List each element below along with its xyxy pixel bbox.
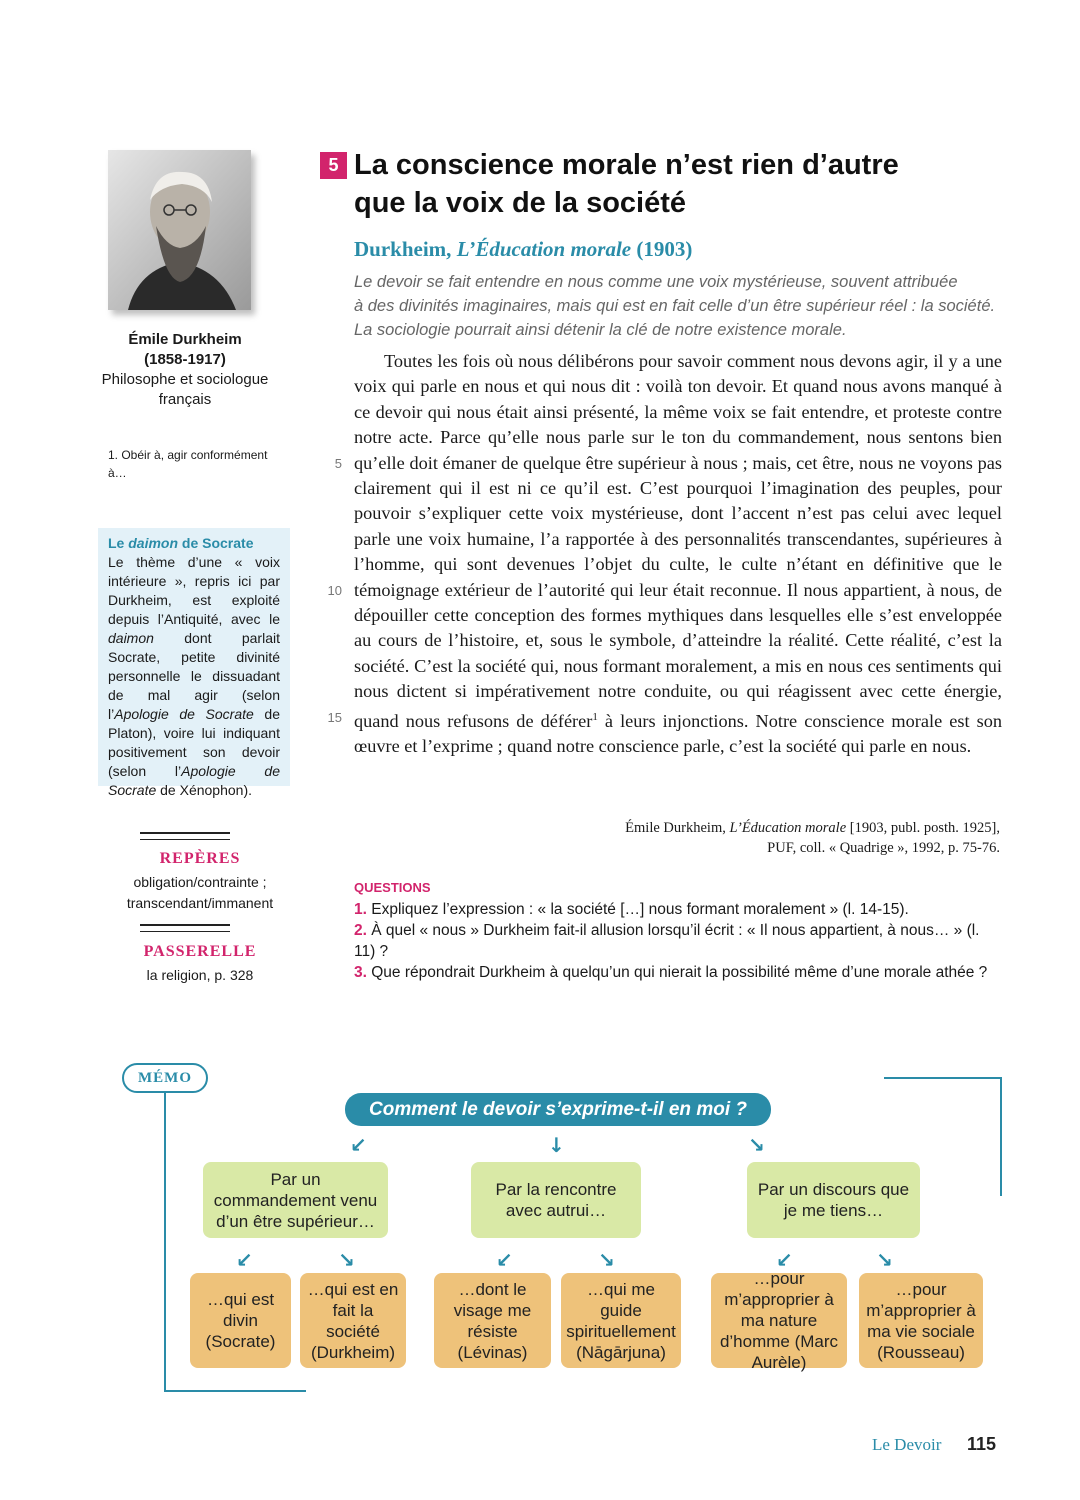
page-title: La conscience morale n’est rien d’autre que la voix de la société [354,149,899,219]
leaf-nagarjuna: …qui me guide spirituellement (Nāgārjuna) [561,1273,681,1368]
portrait-illustration [108,150,251,310]
arrow-down-left-icon: ↙ [776,1248,793,1272]
leaf-marc-aurele: …pour m’approprier à ma nature d’homme (Marc Aurèle) [711,1273,847,1368]
line-number: 5 [334,456,342,471]
memo-frame-bottom [164,1390,306,1392]
divider [140,832,230,840]
line-number: 10 [327,583,342,598]
line-number: 15 [327,710,342,725]
arrow-down-right-icon: ↘ [338,1248,355,1272]
main-text: Toutes les fois où nous délibérons pour savoir comment nous devons agir, il y a une voix qui parle en nous et qui nous dit : voilà ton devoir. Et quand nous avons manqué à ce devoir qui nous était ainsi présenté, la même voix se fait entendre, et proteste contre notre acte. Parce qu’elle nous parle sur le ton du commandement, nous sentons bien qu’elle doit émaner de quelque être supérieur à nous ; mais, cet être, nous ne voyons pas clairement qui il est ni ce qu’il est. C’est pourquoi l’imagination des peuples, pour pouvoir s’expliquer cette voix mystérieuse, dont l’accent n’est pas celui avec lequel parle une voix humaine, l’a rapportée à des personnalités transcendantes, supérieures à l’homme, qui sont devenues l’objet du culte, le culte n’étant en définitive que le témoignage extérieur de l’autorité qui leur était reconnue. Il nous appartient, à nous, de dépouiller cette conception des formes mythiques dans lesquelles elle s’est enveloppée au cours de l’histoire, et, sous le symbole, d’atteindre la réalité. Cette réalité, c’est la société. C’est la société qui, nous formant moralement, a mis en nous ces sentiments qui nous dictent si impérativement notre conduite, ou qui réagissent avec cette énergie, quand nous refusons de déférer$^1$ à leurs injonctions. Notre conscience morale est son œuvre et l’exprime ; quand notre conscience parle, c’est la société qui parle en nous. [354,351,1002,757]
reperes-text: obligation/contrainte ; transcendant/immanent [126,874,274,911]
divider [140,924,230,932]
leaf-durkheim: …qui est en fait la société (Durkheim) [300,1273,406,1368]
leaf-socrate: …qui est divin (Socrate) [190,1273,291,1368]
author-name: Émile Durkheim [128,331,242,348]
arrow-down-left-icon: ↙ [236,1248,253,1272]
questions-title: QUESTIONS [354,880,431,895]
memo-frame-top [884,1077,1002,1079]
arrow-down-right-icon: ↘ [876,1248,893,1272]
memo-frame-right [1000,1077,1002,1196]
author-role: Philosophe et sociologue français [101,371,269,408]
introduction: Le devoir se fait entendre en nous comme une voix mystérieuse, souvent attribuée à des divinités imaginaires, mais qui est en fait celle d’un être supérieur réel : la société. La sociologie pourrait ainsi détenir la clé de notre existence morale. [354,273,996,339]
encart-body: Le thème d’une « voix intérieure », repris ici par Durkheim, est exploité depuis l’Antiquité, avec le daimon dont parlait Socrate, petite divinité personnelle le dissuadant de mal agir (selon l’Apologie de Socrate de Platon), voire lui indiquant positivement son devoir (selon l’Apologie de Socrate de Xénophon). [108,554,280,798]
author-caption [100,330,270,410]
memo-frame-left [164,1093,166,1392]
reperes-title: REPÈRES [159,850,241,867]
memo-question: Comment le devoir s’exprime-t-il en moi ? [345,1093,771,1126]
footnote: 1. Obéir à, agir conformément à… [108,448,268,480]
arrow-down-right-icon: ↘ [598,1248,615,1272]
leaf-rousseau: …pour m’approprier à ma vie sociale (Rousseau) [859,1273,983,1368]
branch-commandement: Par un commandement venu d’un être supérieur… [203,1162,388,1238]
daimon-encart [98,528,290,798]
passerelle-title: PASSERELLE [143,943,257,960]
author-portrait [108,150,251,310]
bibliographic-reference: Émile Durkheim, L’Éducation morale [1903, publ. posth. 1925], PUF, coll. « Quadrige », 1992, p. 75-76. [625,820,1000,856]
source-line: Durkheim, L’Éducation morale (1903) [354,237,693,261]
arrow-down-left-icon: ↙ [496,1248,513,1272]
footnote-mark: 1 [592,710,598,723]
arrow-down-icon: ↓ [548,1133,565,1157]
encart-title: Le daimon de Socrate [108,535,254,551]
arrow-down-right-icon: ↘ [748,1133,765,1157]
leaf-levinas: …dont le visage me résiste (Lévinas) [434,1273,551,1368]
chapter-title: Le Devoir [872,1435,942,1454]
document-number: 5 [320,152,347,179]
questions-list [354,899,994,983]
branch-rencontre: Par la rencontre avec autrui… [471,1162,641,1238]
author-dates: (1858-1917) [144,351,226,368]
passerelle-text: la religion, p. 328 [146,967,254,983]
question-item: 1. Expliquez l’expression : « la société […] nous formant moralement » (l. 14-15). [354,901,909,918]
arrow-down-left-icon: ↙ [350,1133,367,1157]
memo-label: MÉMO [122,1063,208,1093]
question-item: 3. Que répondrait Durkheim à quelqu’un qui nierait la possibilité même d’une morale athée ? [354,964,988,981]
page-number: 115 [967,1434,997,1454]
question-item: 2. À quel « nous » Durkheim fait-il allusion lorsqu’il écrit : « Il nous appartient, à nous… » (l. 11) ? [354,922,980,960]
branch-discours: Par un discours que je me tiens… [747,1162,920,1238]
